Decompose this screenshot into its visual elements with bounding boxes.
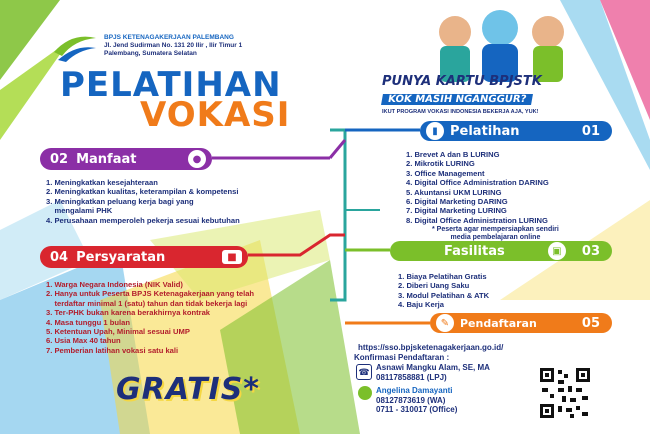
qr-code-icon	[540, 368, 590, 418]
contact-2-name: Angelina Damayanti	[376, 386, 453, 395]
qr-code[interactable]	[540, 368, 590, 418]
list-item: 2. Mikrotik LURING	[406, 159, 475, 169]
registration-url[interactable]: https://sso.bpjsketenagakerjaan.go.id/	[358, 343, 504, 352]
pelatihan-note	[432, 226, 559, 242]
list-item: 3. Office Management	[406, 168, 485, 178]
list-item: 3. Ter-PHK bukan karena berakhirnya kontrak	[46, 308, 211, 318]
promo-tagline-2: KOK MASIH NGANGGUR?	[381, 94, 533, 105]
contact-1-phone: 08117858881 (LPJ)	[376, 372, 447, 382]
list-item: 2. Hanya untuk Peserta BPJS Ketenagakerjaan yang telah	[46, 289, 255, 299]
list-item: 1. Brevet A dan B LURING	[406, 150, 500, 159]
list-item: 3. Modul Pelatihan & ATK	[398, 290, 490, 300]
persyaratan-list	[46, 280, 254, 355]
phone-icon-1: ☎	[356, 364, 372, 380]
phone-icon-2	[358, 386, 372, 400]
chart-icon: ▮	[426, 122, 444, 140]
list-item: 4. Perusahaan memperoleh pekerja sesuai kebutuhan	[46, 215, 240, 225]
fasilitas-label: Fasilitas	[444, 243, 505, 259]
list-item: 2. Meningkatkan kualitas, keterampilan & kompetensi	[46, 187, 239, 197]
list-item: 7. Pemberian latihan vokasi satu kali	[46, 345, 179, 355]
user-icon: ●	[188, 150, 206, 168]
list-item: 7. Digital Marketing LURING	[406, 206, 507, 216]
promo-illustration	[400, 2, 600, 82]
manfaat-number: 02	[50, 151, 69, 167]
gift-icon: ▣	[548, 242, 566, 260]
list-item: 8. Digital Office Administration LURING	[406, 215, 548, 225]
edit-icon: ✎	[436, 314, 454, 332]
list-item: 1. Meningkatkan kesejahteraan	[46, 178, 158, 187]
contact-1-name: Asnawi Mangku Alam, SE, MA	[376, 363, 490, 372]
org-name: BPJS KETENAGAKERJAAN PALEMBANG	[104, 34, 234, 41]
manfaat-list	[46, 178, 240, 225]
org-info	[104, 34, 314, 58]
persyaratan-number: 04	[50, 249, 69, 265]
promo-tagline-1: PUNYA KARTU BPJSTK	[382, 74, 542, 89]
pelatihan-list	[406, 150, 549, 225]
pelatihan-header	[420, 121, 612, 141]
bpjs-logo	[52, 30, 98, 64]
pendaftaran-label: Pendaftaran	[460, 316, 537, 330]
list-item: 5. Akuntansi UKM LURING	[406, 187, 502, 197]
bpjs-logo-icon	[52, 30, 98, 64]
manfaat-label: Manfaat	[76, 151, 137, 167]
list-item: 4. Digital Office Administration DARING	[406, 178, 549, 188]
pelatihan-note-line2: media pembelajaran online	[450, 234, 541, 241]
list-item: 5. Ketentuan Upah, Minimal sesuai UMP	[46, 327, 190, 337]
card-icon: ■	[222, 250, 242, 264]
list-item: 4. Masa tunggu 1 bulan	[46, 317, 130, 327]
contact-2-office: 0711 - 310017 (Office)	[376, 405, 458, 414]
contact-2	[376, 386, 457, 415]
list-item: 1. Biaya Pelatihan Gratis	[398, 272, 487, 281]
manfaat-header	[40, 148, 212, 170]
org-address-line2: Palembang, Sumatera Selatan	[104, 50, 197, 57]
title-line2: VOKASI	[140, 95, 291, 135]
confirm-label: Konfirmasi Pendaftaran :	[354, 353, 450, 362]
fasilitas-list	[398, 272, 489, 310]
pendaftaran-header	[430, 313, 612, 333]
gratis-label: GRATIS*	[116, 372, 260, 407]
pelatihan-label: Pelatihan	[450, 123, 520, 139]
pelatihan-note-line1: * Peserta agar mempersiapkan sendiri	[432, 226, 559, 233]
pendaftaran-number: 05	[581, 315, 600, 331]
title-line1: PELATIHAN	[60, 65, 282, 105]
list-item: 2. Diberi Uang Saku	[398, 281, 470, 291]
list-item: 1. Warga Negara Indonesia (NIK Valid)	[46, 280, 183, 289]
hero-figures-icon	[400, 2, 600, 82]
fasilitas-header	[390, 241, 612, 261]
org-address-line1: Jl. Jend Sudirman No. 131 20 Ilir , Ilir Timur 1	[104, 42, 243, 49]
page-title	[60, 65, 291, 135]
list-item: 3. Meningkatkan peluang kerja bagi yang	[46, 196, 194, 206]
contact-2-phone: 08127873619 (WA)	[376, 395, 446, 405]
pelatihan-number: 01	[581, 123, 600, 139]
promo-taglines	[382, 74, 612, 115]
fasilitas-number: 03	[581, 243, 600, 259]
promo-tagline-3: IKUT PROGRAM VOKASI INDONESIA BEKERJA AJA, YUK!	[382, 109, 539, 115]
list-item: 4. Baju Kerja	[398, 300, 445, 310]
list-item: terdaftar minimal 1 (satu) tahun dan tidak bekerja lagi	[46, 298, 248, 308]
list-item: mengalami PHK	[46, 206, 113, 216]
persyaratan-label: Persyaratan	[76, 249, 166, 265]
contact-1	[376, 363, 490, 382]
list-item: 6. Usia Max 40 tahun	[46, 336, 121, 346]
persyaratan-header	[40, 246, 248, 268]
list-item: 6. Digital Marketing DARING	[406, 197, 508, 207]
